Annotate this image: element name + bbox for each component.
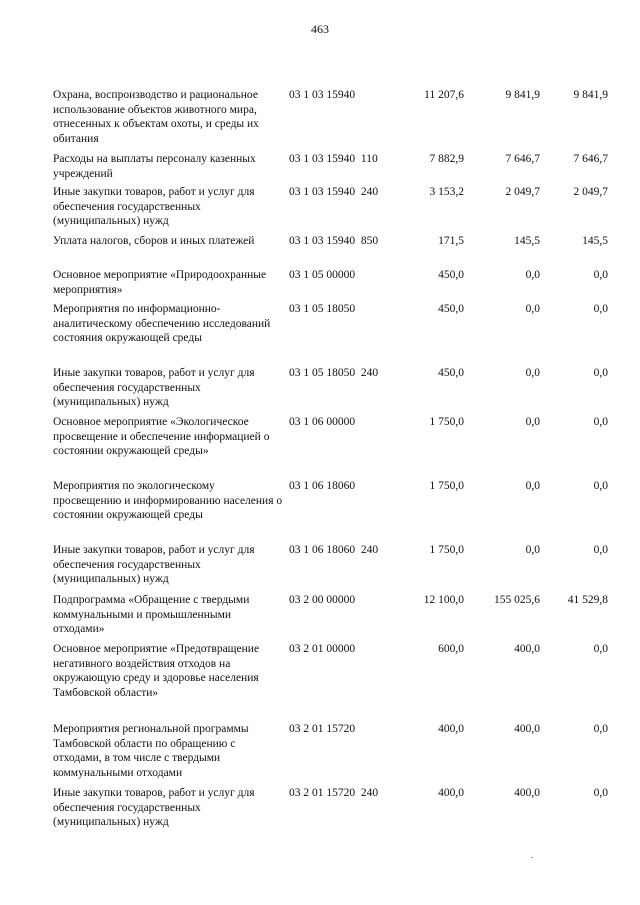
row-value-2: 0,0 [525,303,540,315]
row-value-3: 7 646,7 [573,153,608,165]
row-value-2: 2 049,7 [505,186,540,198]
row-code: 03 1 03 15940 240 [289,186,379,198]
row-value-2: 0,0 [525,269,540,281]
row-value-1: 3 153,2 [429,186,464,198]
row-value-1: 7 882,9 [429,153,464,165]
row-value-2: 0,0 [525,416,540,428]
row-value-2: 0,0 [525,367,540,379]
row-code: 03 2 01 00000 [289,643,356,655]
row-description: Уплата налогов, сборов и иных платежей [53,235,255,247]
row-value-2: 155 025,6 [494,594,540,606]
row-description: Иные закупки товаров, работ и услуг для обеспечения государственных (муниципальных) нужд [53,787,255,828]
row-code: 03 1 03 15940 110 [289,153,378,165]
row-code: 03 1 05 00000 [289,269,356,281]
row-code: 03 2 01 15720 [289,723,356,735]
row-value-1: 11 207,6 [424,89,464,101]
row-value-1: 450,0 [438,269,464,281]
row-description: Мероприятия по экологическому просвещению и информированию населения о состоянии окружающей среды [53,480,283,521]
row-description: Охрана, воспроизводство и рациональное использование объектов животного мира, отнесенных к объектам охоты, и среды их обитания [53,89,259,145]
row-code: 03 1 03 15940 [289,89,356,101]
row-description: Подпрограмма «Обращение с твердыми коммунальными и промышленными отходами» [53,594,250,635]
row-description: Иные закупки товаров, работ и услуг для обеспечения государственных (муниципальных) нужд [53,367,255,408]
row-value-2: 145,5 [514,235,540,247]
row-description: Основное мероприятие «Предотвращение негативного воздействия отходов на окружающую среду и здоровье населения Тамбовской области» [53,643,260,699]
row-code: 03 1 06 18060 [289,480,356,492]
row-value-3: 41 529,8 [567,594,608,606]
row-value-1: 171,5 [438,235,464,247]
row-value-2: 400,0 [514,787,540,799]
row-value-3: 0,0 [593,544,608,556]
row-value-1: 450,0 [438,303,464,315]
row-value-3: 0,0 [593,643,608,655]
row-value-3: 0,0 [593,367,608,379]
row-code: 03 1 06 00000 [289,416,356,428]
row-value-1: 12 100,0 [423,594,464,606]
row-value-1: 1 750,0 [429,416,464,428]
row-description: Расходы на выплаты персоналу казенных учреждений [53,153,256,180]
row-value-3: 0,0 [593,303,608,315]
row-value-3: 0,0 [593,480,608,492]
page-number: 463 [311,22,329,36]
row-value-1: 400,0 [438,787,464,799]
row-value-1: 450,0 [438,367,464,379]
row-value-3: 0,0 [593,723,608,735]
row-value-1: 1 750,0 [429,480,464,492]
row-description: Иные закупки товаров, работ и услуг для обеспечения государственных (муниципальных) нужд [53,544,255,585]
row-value-2: 400,0 [514,723,540,735]
row-description: Мероприятия по информационно-аналитическому обеспечению исследований состояния окружающей среды [53,303,271,344]
row-value-1: 1 750,0 [429,544,464,556]
row-code: 03 1 03 15940 850 [289,235,379,247]
row-value-3: 0,0 [593,787,608,799]
row-value-2: 9 841,9 [505,89,540,101]
row-description: Мероприятия региональной программы Тамбовской области по обращению с отходами, в том числе с твердыми коммунальными отходами [53,723,249,779]
row-value-2: 0,0 [525,480,540,492]
row-code: 03 1 05 18050 240 [289,367,379,379]
row-value-3: 0,0 [593,269,608,281]
row-code: 03 1 05 18050 [289,303,356,315]
row-value-3: 9 841,9 [573,89,608,101]
row-value-1: 600,0 [438,643,464,655]
row-code: 03 2 00 00000 [289,594,356,606]
row-code: 03 1 06 18060 240 [289,544,379,556]
row-description: Основное мероприятие «Экологическое просвещение и обеспечение информацией о состоянии окружающей среды» [53,416,270,457]
row-value-3: 2 049,7 [573,186,608,198]
row-description: Основное мероприятие «Природоохранные мероприятия» [53,269,267,296]
scan-speck [531,857,533,858]
row-description: Иные закупки товаров, работ и услуг для обеспечения государственных (муниципальных) нужд [53,186,255,227]
row-value-2: 400,0 [514,643,540,655]
row-code: 03 2 01 15720 240 [289,787,379,799]
row-value-3: 0,0 [593,416,608,428]
row-value-3: 145,5 [582,235,608,247]
row-value-2: 0,0 [525,544,540,556]
row-value-1: 400,0 [438,723,464,735]
row-value-2: 7 646,7 [505,153,540,165]
